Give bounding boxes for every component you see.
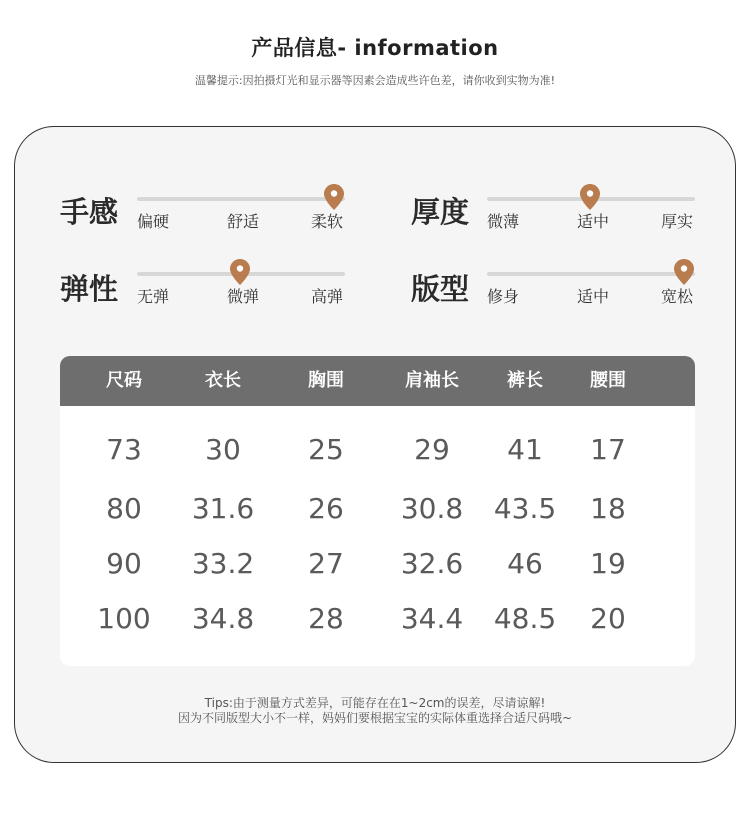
- column-header: 裤长: [507, 370, 543, 391]
- table-cell: 34.8: [191, 602, 255, 635]
- table-cell: 48.5: [493, 602, 557, 635]
- attribute-label: 弹性: [60, 272, 119, 306]
- table-cell: 73: [106, 433, 142, 466]
- attribute-label: 版型: [411, 272, 470, 306]
- column-header: 腰围: [590, 370, 626, 391]
- table-cell: 31.6: [191, 492, 255, 525]
- location-pin-icon: [674, 259, 694, 285]
- table-cell: 17: [590, 433, 626, 466]
- location-pin-icon: [324, 184, 344, 210]
- column-header: 胸围: [308, 370, 344, 391]
- attribute-option: 高弹: [311, 287, 344, 306]
- column-header: 尺码: [106, 370, 142, 391]
- table-cell: 46: [507, 547, 543, 580]
- attribute-option: 适中: [577, 212, 610, 231]
- attribute-label: 厚度: [411, 195, 470, 229]
- tips-line: 因为不同版型大小不一样，妈妈们要根据宝宝的实际体重选择合适尺码哦~: [177, 711, 573, 725]
- attribute-option: 宽松: [661, 287, 694, 306]
- attribute-option: 修身: [487, 287, 520, 306]
- location-pin-icon: [230, 259, 250, 285]
- table-cell: 43.5: [493, 492, 557, 525]
- attribute-label: 手感: [60, 195, 119, 229]
- table-cell: 30: [205, 433, 241, 466]
- table-cell: 80: [106, 492, 142, 525]
- page-subtitle: 温馨提示:因拍摄灯光和显示器等因素会造成些许色差，请你收到实物为准!: [194, 74, 556, 87]
- size-table: [60, 356, 695, 666]
- attribute-option: 偏硬: [137, 212, 170, 231]
- attribute-option: 无弹: [137, 287, 170, 306]
- table-cell: 27: [308, 547, 344, 580]
- attribute-option: 舒适: [227, 212, 260, 231]
- table-cell: 41: [507, 433, 543, 466]
- table-cell: 90: [106, 547, 142, 580]
- column-header: 肩袖长: [405, 370, 459, 391]
- attribute-option: 厚实: [661, 212, 694, 231]
- attribute-option: 柔软: [311, 212, 344, 231]
- table-cell: 34.4: [400, 602, 464, 635]
- attribute-track: [487, 272, 695, 276]
- attribute-track: [137, 197, 345, 201]
- table-cell: 25: [308, 433, 344, 466]
- attribute-option: 微弹: [227, 287, 260, 306]
- table-header: [60, 356, 695, 406]
- table-cell: 28: [308, 602, 344, 635]
- table-cell: 32.6: [400, 547, 464, 580]
- page-title: 产品信息- information: [251, 36, 499, 60]
- table-cell: 18: [590, 492, 626, 525]
- tips-line: Tips:由于测量方式差异，可能存在在1~2cm的误差，尽请谅解!: [204, 696, 546, 710]
- location-pin-icon: [580, 184, 600, 210]
- table-cell: 19: [590, 547, 626, 580]
- table-cell: 20: [590, 602, 626, 635]
- table-cell: 29: [414, 433, 450, 466]
- column-header: 衣长: [205, 370, 241, 391]
- attribute-option: 适中: [577, 287, 610, 306]
- attribute-option: 微薄: [487, 212, 520, 231]
- table-cell: 100: [97, 602, 151, 635]
- table-cell: 30.8: [400, 492, 464, 525]
- table-cell: 26: [308, 492, 344, 525]
- table-cell: 33.2: [191, 547, 255, 580]
